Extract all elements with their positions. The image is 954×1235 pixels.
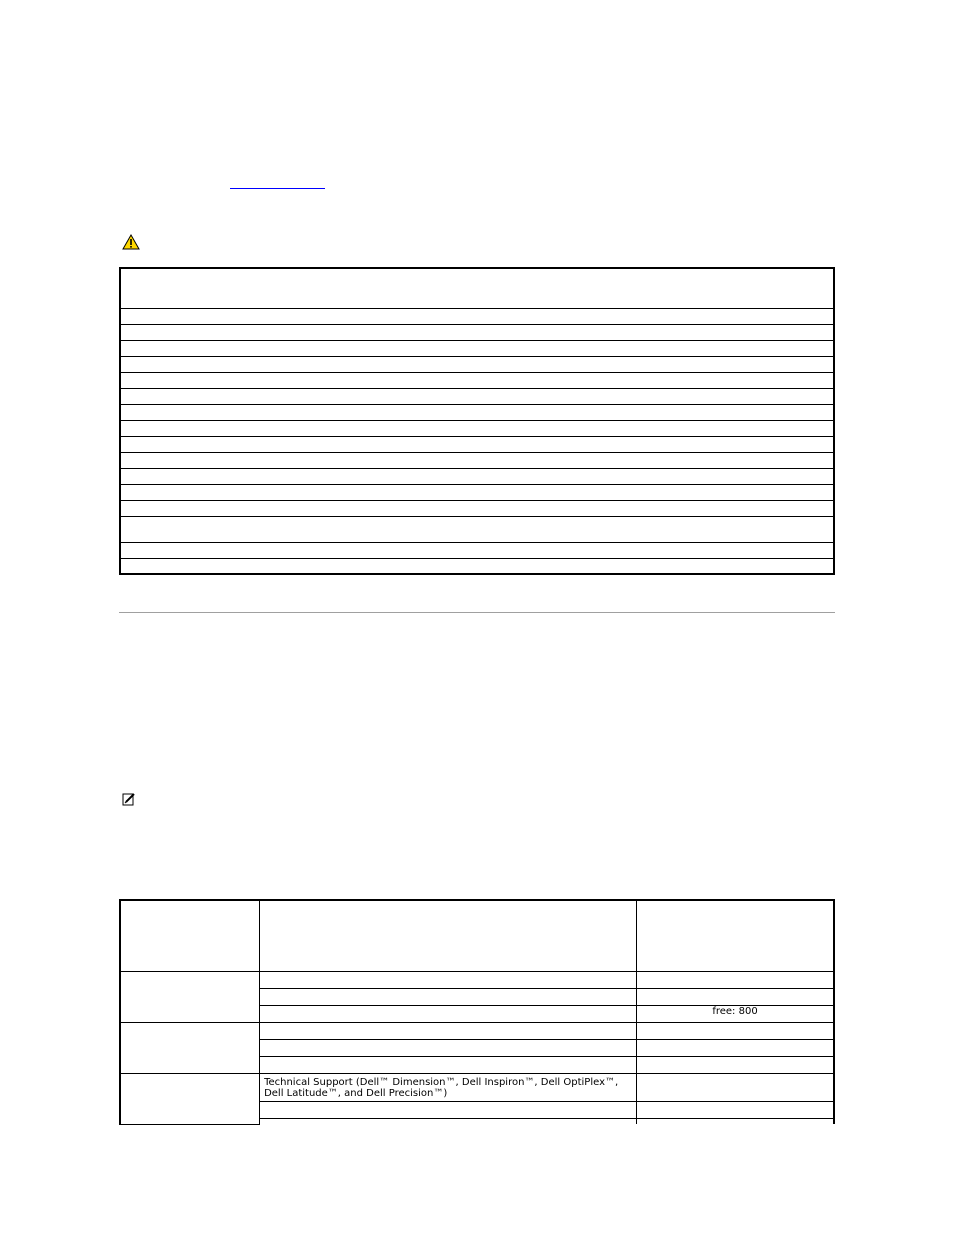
table-cell bbox=[637, 1056, 834, 1073]
toll-free-number: free: 800 bbox=[637, 1005, 834, 1022]
table-row bbox=[120, 340, 834, 356]
section-divider bbox=[119, 612, 835, 613]
table-cell bbox=[637, 1022, 834, 1039]
table-cell bbox=[260, 1101, 637, 1118]
table-cell bbox=[120, 1073, 260, 1124]
table-cell bbox=[260, 988, 637, 1005]
note-icon bbox=[122, 792, 136, 806]
contact-table bbox=[119, 899, 835, 1125]
table-row bbox=[120, 308, 834, 324]
table-row bbox=[120, 324, 834, 340]
hyperlink[interactable] bbox=[230, 188, 325, 189]
caution-icon bbox=[122, 234, 140, 250]
table-cell bbox=[260, 971, 637, 988]
table-row bbox=[120, 516, 834, 542]
table-row bbox=[120, 468, 834, 484]
table-cell bbox=[260, 1022, 637, 1039]
table-row bbox=[120, 500, 834, 516]
table-cell bbox=[637, 1039, 834, 1056]
table-cell bbox=[260, 1039, 637, 1056]
table-cell bbox=[120, 1022, 260, 1073]
table-row bbox=[120, 558, 834, 574]
table-cell bbox=[260, 1005, 637, 1022]
header-cell bbox=[637, 900, 834, 971]
table-row bbox=[120, 542, 834, 558]
table-cell bbox=[637, 988, 834, 1005]
table-cell bbox=[260, 1056, 637, 1073]
support-label: Technical Support (Dell™ Dimension™, Dell Inspiron™, Dell OptiPlex™, Dell Latitude™, and Dell Precision™) bbox=[260, 1073, 637, 1101]
table-cell bbox=[637, 1118, 834, 1124]
table-row bbox=[120, 436, 834, 452]
header-cell bbox=[120, 900, 260, 971]
table-row bbox=[120, 268, 834, 308]
table-cell bbox=[637, 1073, 834, 1101]
table-row bbox=[120, 388, 834, 404]
table-row bbox=[120, 452, 834, 468]
table-row bbox=[120, 484, 834, 500]
table-row bbox=[120, 356, 834, 372]
table-cell bbox=[260, 1118, 637, 1124]
table-cell bbox=[120, 971, 260, 1022]
table-cell bbox=[637, 1101, 834, 1118]
caution-table bbox=[119, 267, 835, 575]
table-row bbox=[120, 372, 834, 388]
table-row bbox=[120, 404, 834, 420]
table-row bbox=[120, 420, 834, 436]
table-cell bbox=[637, 971, 834, 988]
header-cell bbox=[260, 900, 637, 971]
